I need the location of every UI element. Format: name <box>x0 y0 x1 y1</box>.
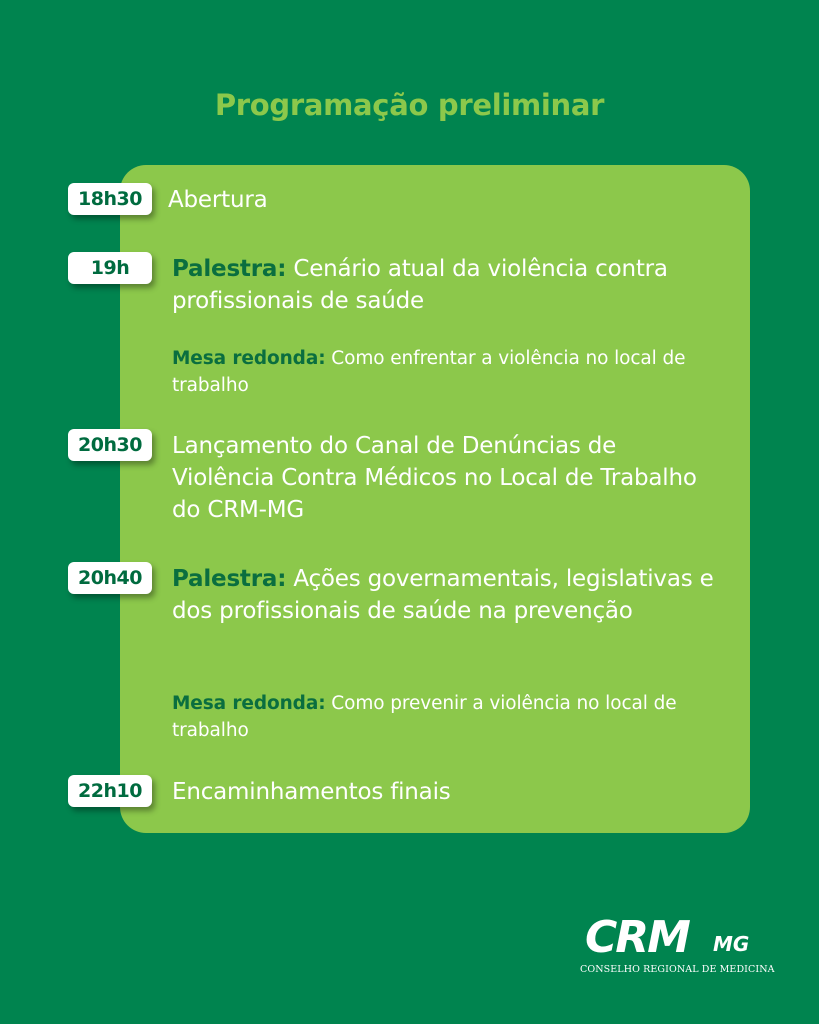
mesa-redonda-title: Como enfrentar a violência no local de trabalho <box>172 348 686 396</box>
schedule-item-text <box>172 563 727 627</box>
schedule-item-text <box>172 253 692 317</box>
time-badge: 20h40 <box>68 562 152 594</box>
logo-wordmark: CRM <box>585 912 689 963</box>
schedule-item-text: Lançamento do Canal de Denúncias de Violência Contra Médicos no Local de Trabalho do CRM-MG <box>172 433 697 523</box>
time-badge: 20h30 <box>68 429 152 461</box>
mesa-redonda-title: Como prevenir a violência no local de trabalho <box>172 693 677 741</box>
time-badge: 19h <box>68 252 152 284</box>
crm-mg-logo <box>580 912 775 982</box>
mesa-redonda-label: Mesa redonda: <box>172 348 326 369</box>
mesa-redonda-label: Mesa redonda: <box>172 693 326 714</box>
logo-suffix: MG <box>713 932 750 956</box>
time-badge: 18h30 <box>68 183 152 215</box>
schedule-item-text: Encaminhamentos finais <box>172 779 451 805</box>
logo-subtitle: CONSELHO REGIONAL DE MEDICINA <box>580 964 775 975</box>
palestra-title: Ações governamentais, legislativas e dos profissionais de saúde na prevenção <box>172 566 714 624</box>
mesa-redonda-text <box>172 345 717 399</box>
page-title: Programação preliminar <box>214 88 605 122</box>
palestra-label: Palestra: <box>172 256 287 282</box>
palestra-label: Palestra: <box>172 566 287 592</box>
time-badge: 22h10 <box>68 775 152 807</box>
schedule-item-text: Abertura <box>168 187 268 213</box>
mesa-redonda-text <box>172 690 702 744</box>
palestra-title: Cenário atual da violência contra profissionais de saúde <box>172 256 668 314</box>
